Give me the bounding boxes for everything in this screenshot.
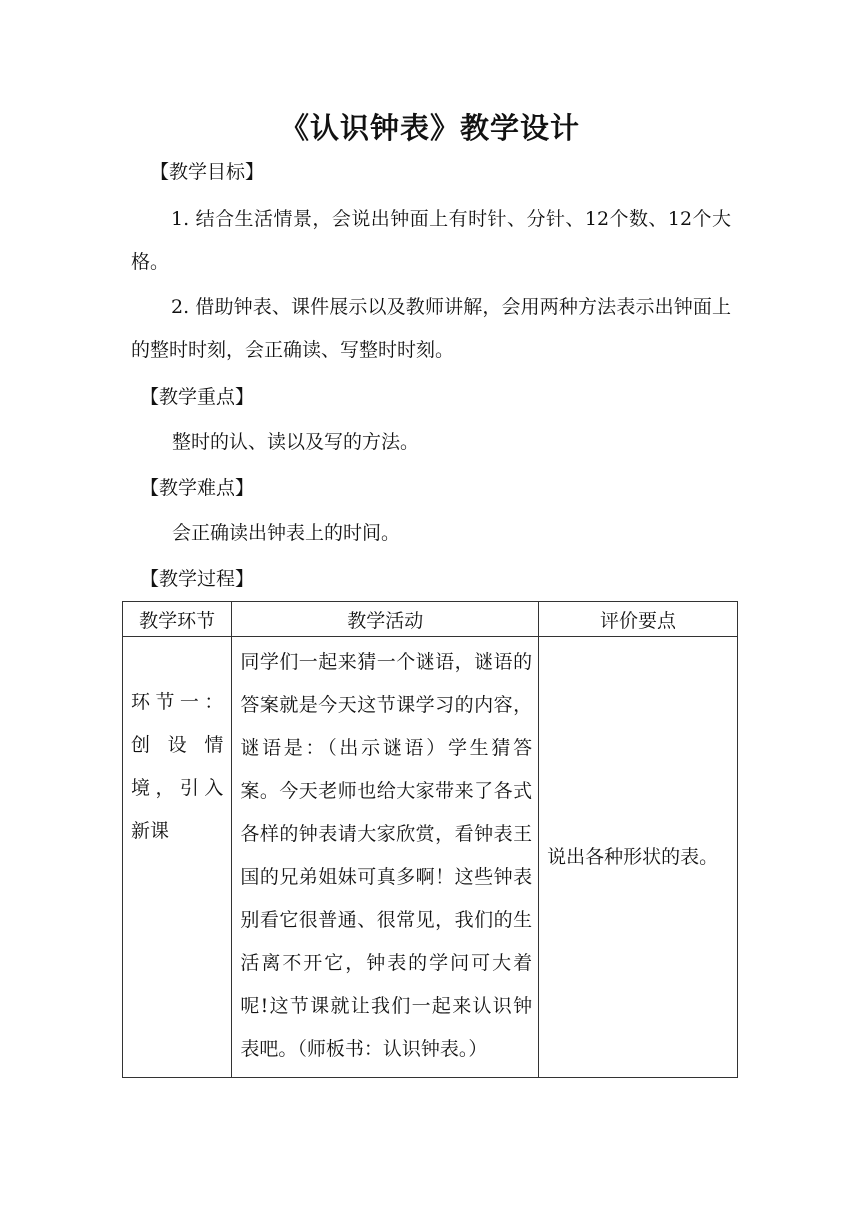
key-points-heading: 【教学重点】 [140, 386, 255, 408]
objectives-heading: 【教学目标】 [150, 161, 265, 183]
evaluation-cell: 说出各种形状的表。 [539, 637, 738, 1078]
header-stage: 教学环节 [123, 602, 232, 637]
activity-cell: 同学们一起来猜一个谜语，谜语的答案就是今天这节课学习的内容，谜语是：（出示谜语）学生猜答案。今天老师也给大家带来了各式各样的钟表请大家欣赏，看钟表王国的兄弟姐妹可真多啊！这些钟表别看它很普通、很常见，我们的生活离不开它，钟表的学问可大着呢!这节课就让我们一起来认识钟表吧。（师板书：认识钟表。） [232, 637, 539, 1078]
difficulties-text: 会正确读出钟表上的时间。 [172, 522, 401, 544]
table-header-row [123, 602, 738, 637]
header-evaluation: 评价要点 [539, 602, 738, 637]
table-row [123, 637, 738, 1078]
teaching-process-table [122, 601, 738, 1078]
process-heading: 【教学过程】 [140, 568, 255, 590]
header-activity: 教学活动 [232, 602, 539, 637]
document-title: 《认识钟表》教学设计 [279, 111, 580, 145]
objective-2: 2. 借助钟表、课件展示以及教师讲解，会用两种方法表示出钟面上的整时时刻，会正确读、写整时时刻。 [131, 296, 731, 361]
stage-cell: 环节一：创设情境，引入新课 [123, 637, 232, 1078]
key-points-text: 整时的认、读以及写的方法。 [172, 431, 420, 453]
difficulties-heading: 【教学难点】 [140, 477, 255, 499]
objective-1: 1. 结合生活情景，会说出钟面上有时针、分针、12个数、12个大格。 [131, 208, 731, 273]
